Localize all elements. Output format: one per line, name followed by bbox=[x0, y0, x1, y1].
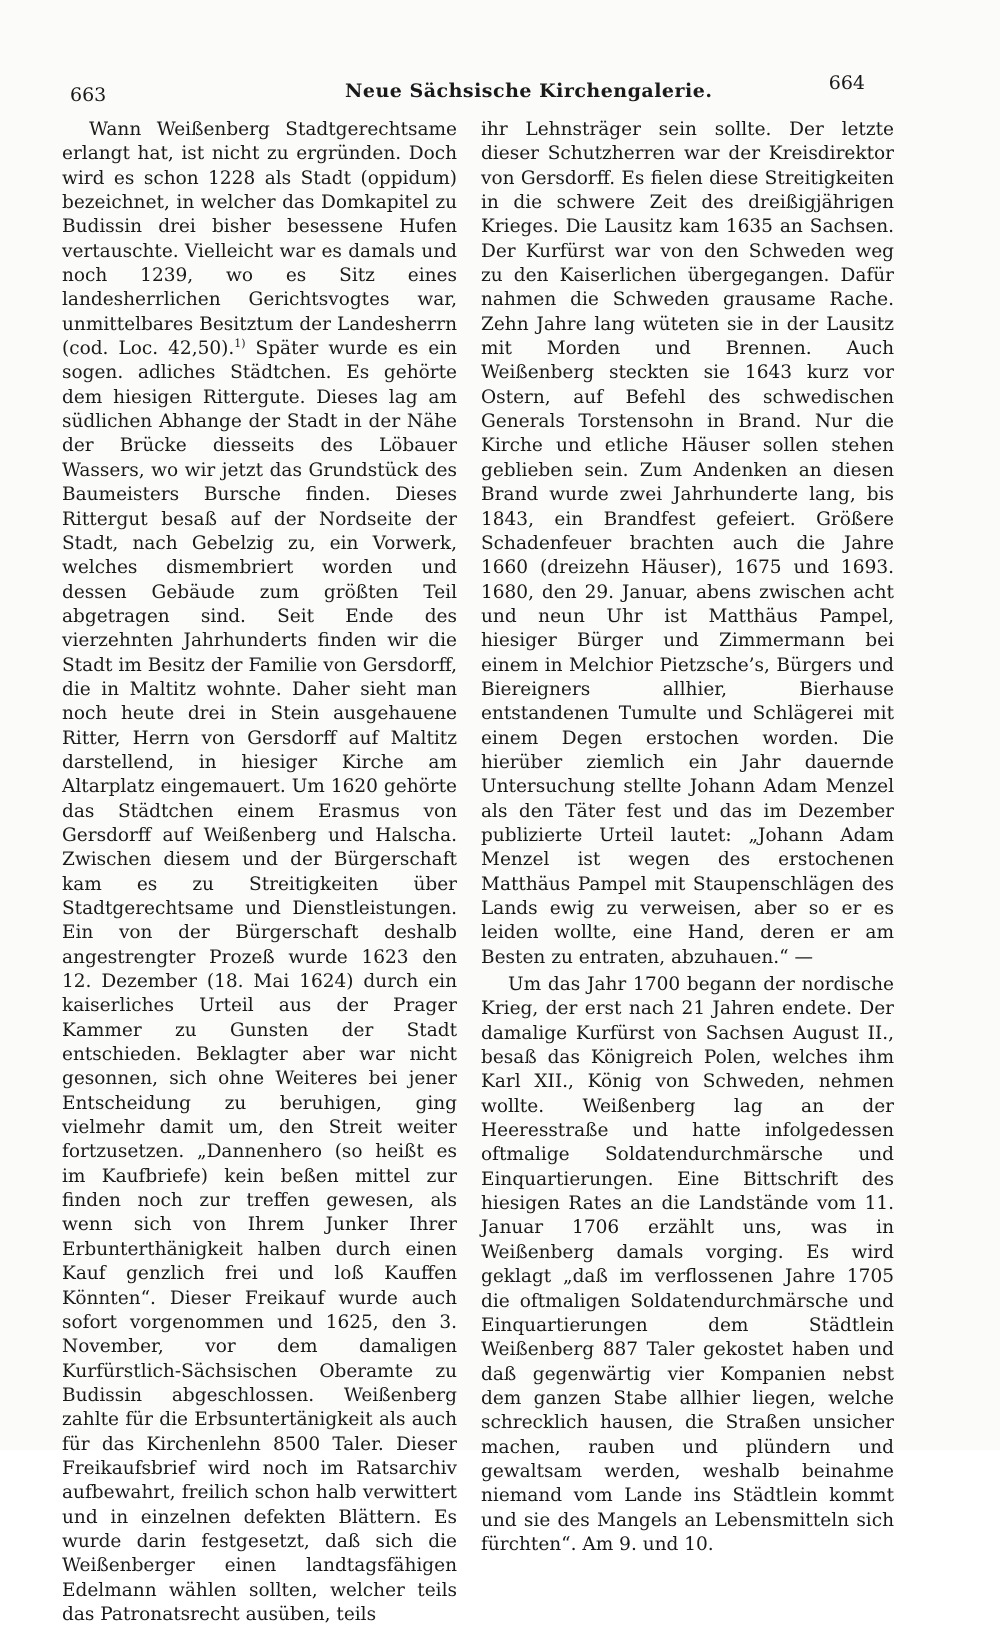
paragraph: Um das Jahr 1700 begann der nordische Krieg, der erst nach 21 Jahren endete. Der damalige Kurfürst von Sachsen August II., besaß das Königreich Polen, welches ihm Karl XII., König von Schweden, nehmen wollte. Weißenberg lag an der Heeresstraße und hatte infolgedessen oftmalige Soldatendurchmärsche und Einquartierungen. Eine Bittschrift des hiesigen Rates an die Landstände vom 11. Januar 1706 erzählt uns, was in Weißenberg damals vorging. Es wird geklagt „daß im verflossenen Jahre 1705 die oftmaligen Soldatendurchmärsche und Einquartierungen dem Städtlein Weißenberg 887 Taler gekostet haben und daß gegenwärtig vier Kompanien nebst dem ganzen Stabe allhier liegen, welche schrecklich hausen, die Straßen unsicher machen, rauben und plündern und gewaltsam werden, weshalb beinahme niemand vom Lande ins Städtlein kommt und sie des Mangels an Lebensmitteln sich fürchten“. Am 9. und 10. bbox=[481, 974, 894, 1555]
running-title: Neue Sächsische Kirchengalerie. bbox=[345, 80, 713, 102]
right-text-column bbox=[481, 118, 894, 1557]
paragraph bbox=[62, 118, 457, 1627]
paragraph-text: Wann Weißenberg Stadtgerechtsame erlangt hat, ist nicht zu ergründen. Doch wird es schon 1228 als Stadt (oppidum) bezeichnet, in welcher das Domkapitel zu Budissin drei bisher besessene Hufen vertauschte. Vielleicht war es damals und noch 1239, wo es Sitz eines landesherrlichen Gerichtsvogtes war, unmittelbares Besitztum der Landesherrn (cod. Loc. 42,50). bbox=[62, 119, 457, 360]
left-text-column bbox=[62, 118, 457, 1627]
page-number-right: 664 bbox=[828, 72, 865, 94]
footnote-marker: 1) bbox=[234, 336, 246, 350]
paragraph: ihr Lehnsträger sein sollte. Der letzte dieser Schutzherren war der Kreisdirektor von Gersdorff. Es fielen diese Streitigkeiten in die schwere Zeit des dreißigjährigen Krieges. Die Lausitz kam 1635 an Sachsen. Der Kurfürst war von den Schweden weg zu den Kaiserlichen übergegangen. Dafür nahmen die Schweden grausame Rache. Zehn Jahre lang wüteten sie in der Lausitz mit Morden und Brennen. Auch Weißenberg steckten sie 1643 kurz vor Ostern, auf Befehl des schwedischen Generals Torstensohn in Brand. Nur die Kirche und etliche Häuser sollen stehen geblieben sein. Zum Andenken an diesen Brand wurde zwei Jahrhunderte lang, bis 1843, ein Brandfest gefeiert. Größere Schadenfeuer brachten auch die Jahre 1660 (dreizehn Häuser), 1675 und 1693. 1680, den 29. Januar, abens zwischen acht und neun Uhr ist Matthäus Pampel, hiesiger Bürger und Zimmermann bei einem in Melchior Pietzsche’s, Bürgers und Biereigners allhier, Bierhause entstandenen Tumulte und Schlägerei mit einem Degen erstochen worden. Die hierüber ziemlich ein Jahr dauernde Untersuchung stellte Johann Adam Menzel als den Täter fest und das im Dezember publizierte Urteil lautet: „Johann Adam Menzel ist wegen des erstochenen Matthäus Pampel mit Staupenschlägen des Lands ewig zu verweisen, aber so er es leiden wollte, eine Hand, deren er am Besten zu entraten, abzuhauen.“ — bbox=[481, 119, 894, 968]
page-number-left: 663 bbox=[70, 84, 107, 106]
paragraph-text: Später wurde es ein sogen. adliches Städtchen. Es gehörte dem hiesigen Rittergute. Dieses lag am südlichen Abhange der Stadt in der Nähe der Brücke diesseits des Löbauer Wassers, wo wir jetzt das Grundstück des Baumeisters Bursche finden. Dieses Rittergut besaß auf der Nordseite der Stadt, nach Gebelzig zu, ein Vorwerk, welches dismembriert worden und dessen Gebäude zum größten Teil abgetragen sind. Seit Ende des vierzehnten Jahrhunderts finden wir die Stadt im Besitz der Familie von Gersdorff, die in Maltitz wohnte. Daher sieht man noch heute drei in Stein ausgehauene Ritter, Herrn von Gersdorff auf Maltitz darstellend, in hiesiger Kirche am Altarplatz eingemauert. Um 1620 gehörte das Städtchen einem Erasmus von Gersdorff auf Weißenberg und Halscha. Zwischen diesem und der Bürgerschaft kam es zu Streitigkeiten über Stadtgerechtsame und Dienstleistungen. Ein von der Bürgerschaft deshalb angestrengter Prozeß wurde 1623 den 12. Dezember (18. Mai 1624) durch ein kaiserliches Urteil aus der Prager Kammer zu Gunsten der Stadt entschieden. Beklagter aber war nicht gesonnen, sich ohne Weiteres bei jener Entscheidung zu beruhigen, ging vielmehr damit um, den Streit weiter fortzusetzen. „Dannenhero (so heißt es im Kaufbriefe) kein beßen mittel zur finden noch zur treffen gewesen, als wenn sich von Ihrem Junker Ihrer Erbunterthänigkeit halben durch einen Kauf genzlich frei und loß Kauffen Könnten“. Dieser Freikauf wurde auch sofort vorgenommen und 1625, den 3. November, vor dem damaligen Kurfürstlich-Sächsischen Oberamte zu Budissin abgeschlossen. Weißenberg zahlte für die Erbsuntertänigkeit als auch für das Kirchenlehn 8500 Taler. Dieser Freikaufsbrief wird noch im Ratsarchiv aufbewahrt, freilich schon halb verwittert und in einzelnen defekten Blättern. Es wurde darin festgesetzt, daß sich die Weißenberger einen landtagsfähigen Edelmann wählen sollten, welcher teils das Patronatsrecht ausüben, teils bbox=[62, 338, 457, 1625]
page-header bbox=[70, 72, 865, 106]
